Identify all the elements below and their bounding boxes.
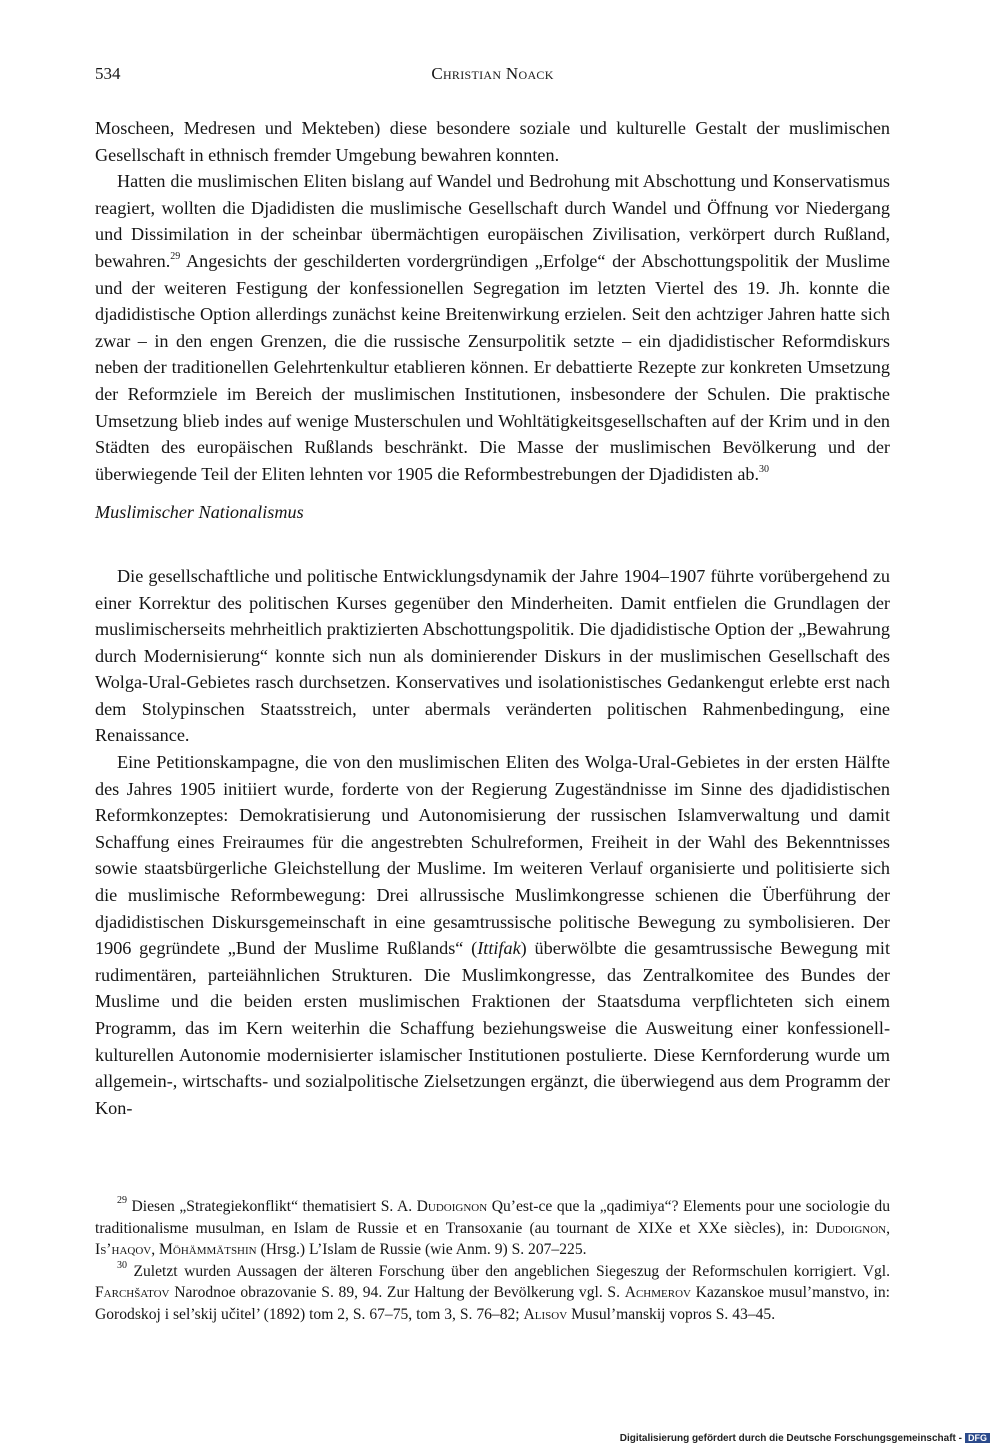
author-name: Alisov	[523, 1305, 568, 1323]
footnote-text: (Hrsg.) L’Islam de Russie (wie Anm. 9) S. 207–225.	[256, 1241, 587, 1259]
digitization-credit	[620, 1433, 990, 1444]
footnote-text: Kazanskoe musul’manstvo, in: Gorodskoj i sel’skij učitel’ (1892) tom 2, S. 67–75, tom 3, S. 76–82;	[95, 1284, 890, 1323]
footnote-29	[95, 1196, 890, 1261]
paragraph-text: ) überwölbte die gesamtrussische Bewegung mit rudimentären, parteiähnlichen Strukturen. Die Muslimkongresse, das Zentralkomitee des Bundes der Muslime und die beiden ersten muslimischen Fraktionen der Staatsduma verpflichteten sich einem Programm, das im Kern weiterhin die Schaffung beziehungsweise die Ausweitung einer konfessionell-kulturellen Autonomie modernisierter islamischer Institutionen postulierte. Diese Kernforderung wurde um allgemein-, wirtschafts- und sozialpolitische Zielsetzungen ergänzt, die überwiegend aus dem Programm der Kon-	[95, 938, 890, 1118]
italic-term: Ittifak	[477, 938, 521, 959]
footnote-30	[95, 1261, 890, 1326]
paragraph-text: Eine Petitionskampagne, die von den muslimischen Eliten des Wolga-Ural-Gebietes in der ersten Hälfte des Jahres 1905 initiiert wurde, forderte von der Regierung Zugeständnisse im Sinne des djadidistischen Reformkonzeptes: Demokratisierung und Autonomisierung der russischen Islamverwaltung und damit Schaffung eines Freiraumes für die angestrebten Schulreformen, Freiheit in der Wahl des Bekenntnisses sowie staatsbürgerliche Gleichstellung der Muslime. Im weiteren Verlauf organisierte und politisierte sich die muslimische Reformbewegung: Drei allrussische Muslimkongresse schienen die Überführung der djadidistischen Diskursgemeinschaft in eine gesamtrussische politische Bewegung zu symbolisieren. Der 1906 gegründete „Bund der Muslime Rußlands“ (	[95, 752, 890, 959]
author-name: Dudoignon	[416, 1198, 488, 1215]
paragraph	[95, 563, 890, 749]
paragraph	[95, 168, 890, 487]
paragraph	[95, 115, 890, 168]
footnote-text: Musul’manskij vopros S. 43–45.	[567, 1305, 776, 1323]
footnote-text: Zuletzt wurden Aussagen der älteren Forschung über den angeblichen Siegeszug der Reformschulen korrigiert. Vgl.	[127, 1262, 890, 1280]
footnote-ref: 29	[170, 250, 181, 262]
credit-text: Digitalisierung gefördert durch die Deutsche Forschungsgemeinschaft -	[619, 1433, 962, 1444]
running-head: Christian Noack	[431, 64, 554, 83]
paragraph-text: Angesichts der geschilderten vordergründigen „Erfolge“ der Abschottungspolitik der Muslime und der weiteren Festigung der konfessionellen Segregation im letzten Viertel des 19. Jh. konnte die djadidistische Option allerdings zunächst keine Breitenwirkung erzielen. Seit den achtziger Jahren hatte sich zwar – in den engen Grenzen, die die russische Zensurpolitik setzte – ein djadidistischer Reformdiskurs neben der traditionellen Gelehrtenkultur etablieren können. Er debattierte Rezepte zur konkreten Umsetzung der Reformziele im Bereich der muslimischen Institutionen, insbesondere der Schulen. Die praktische Umsetzung blieb indes auf wenige Musterschulen und Wohltätigkeitsgesellschaften auf der Krim und in den Städten des europäischen Rußlands beschränkt. Die Masse der muslimischen Bevölkerung und der überwiegende Teil der Eliten lehnten vor 1905 die Reformbestrebungen der Djadidisten ab.	[95, 250, 890, 484]
footnote-text: Narodnoe obrazovanie S. 89, 94. Zur Haltung der Bevölkerung vgl. S.	[169, 1284, 625, 1302]
page-number: 534	[95, 64, 121, 83]
author-name: Dudoignon, Is’haqov, Möhämmätshin	[95, 1219, 890, 1259]
paragraph-text: Moscheen, Medresen und Mekteben) diese besondere soziale und kulturelle Gestalt der muslimischen Gesellschaft in ethnisch fremder Umgebung bewahren konnten.	[95, 118, 890, 165]
dfg-logo-icon: DFG	[965, 1433, 990, 1443]
author-name: Achmerov	[624, 1284, 691, 1302]
footnote-text: Diesen „Strategiekonflikt“ thematisiert S. A.	[127, 1198, 417, 1215]
page-header	[95, 64, 890, 90]
paragraph-text: Hatten die muslimischen Eliten bislang auf Wandel und Bedrohung mit Abschottung und Konservatismus reagiert, wollten die Djadidisten die muslimische Gesellschaft durch Wandel und Öffnung vor Niedergang und Dissimilation in der scheinbar übermächtigen europäischen Zivilisation, verkörpert durch Rußland, bewahren.	[95, 171, 890, 271]
body-text	[95, 115, 890, 1121]
paragraph-text: Die gesellschaftliche und politische Entwicklungsdynamik der Jahre 1904–1907 führte vorübergehend zu einer Korrektur des politischen Kurses gegenüber den Minderheiten. Damit entfielen die Grundlagen der muslimischerseits mehrheitlich praktizierten Abschottungspolitik. Die djadidistische Option der „Bewahrung durch Modernisierung“ konnte sich nun als dominierender Diskurs in der muslimischen Gesellschaft des Wolga-Ural-Gebietes rasch durchsetzen. Konservatives und isolationistisches Gedankengut erlebte erst nach dem Stolypinschen Staatsstreich, unter abermals veränderten politischen Rahmenbedingung, eine Renaissance.	[95, 565, 890, 746]
footnotes	[95, 1196, 890, 1326]
section-title: Muslimischer Nationalismus	[95, 502, 304, 523]
author-name: Farchšatov	[95, 1284, 170, 1302]
footnote-number: 30	[117, 1259, 127, 1271]
footnote-text: Qu’est-ce que la „qadimiya“? Elements pour une sociologie du traditionalisme musulman, en Islam de Russie et en Transoxanie (au tournant de XIXe et XXe siècles), in:	[95, 1198, 890, 1237]
footnote-number: 29	[117, 1195, 127, 1206]
footnote-ref: 30	[759, 463, 770, 475]
paragraph	[95, 749, 890, 1121]
